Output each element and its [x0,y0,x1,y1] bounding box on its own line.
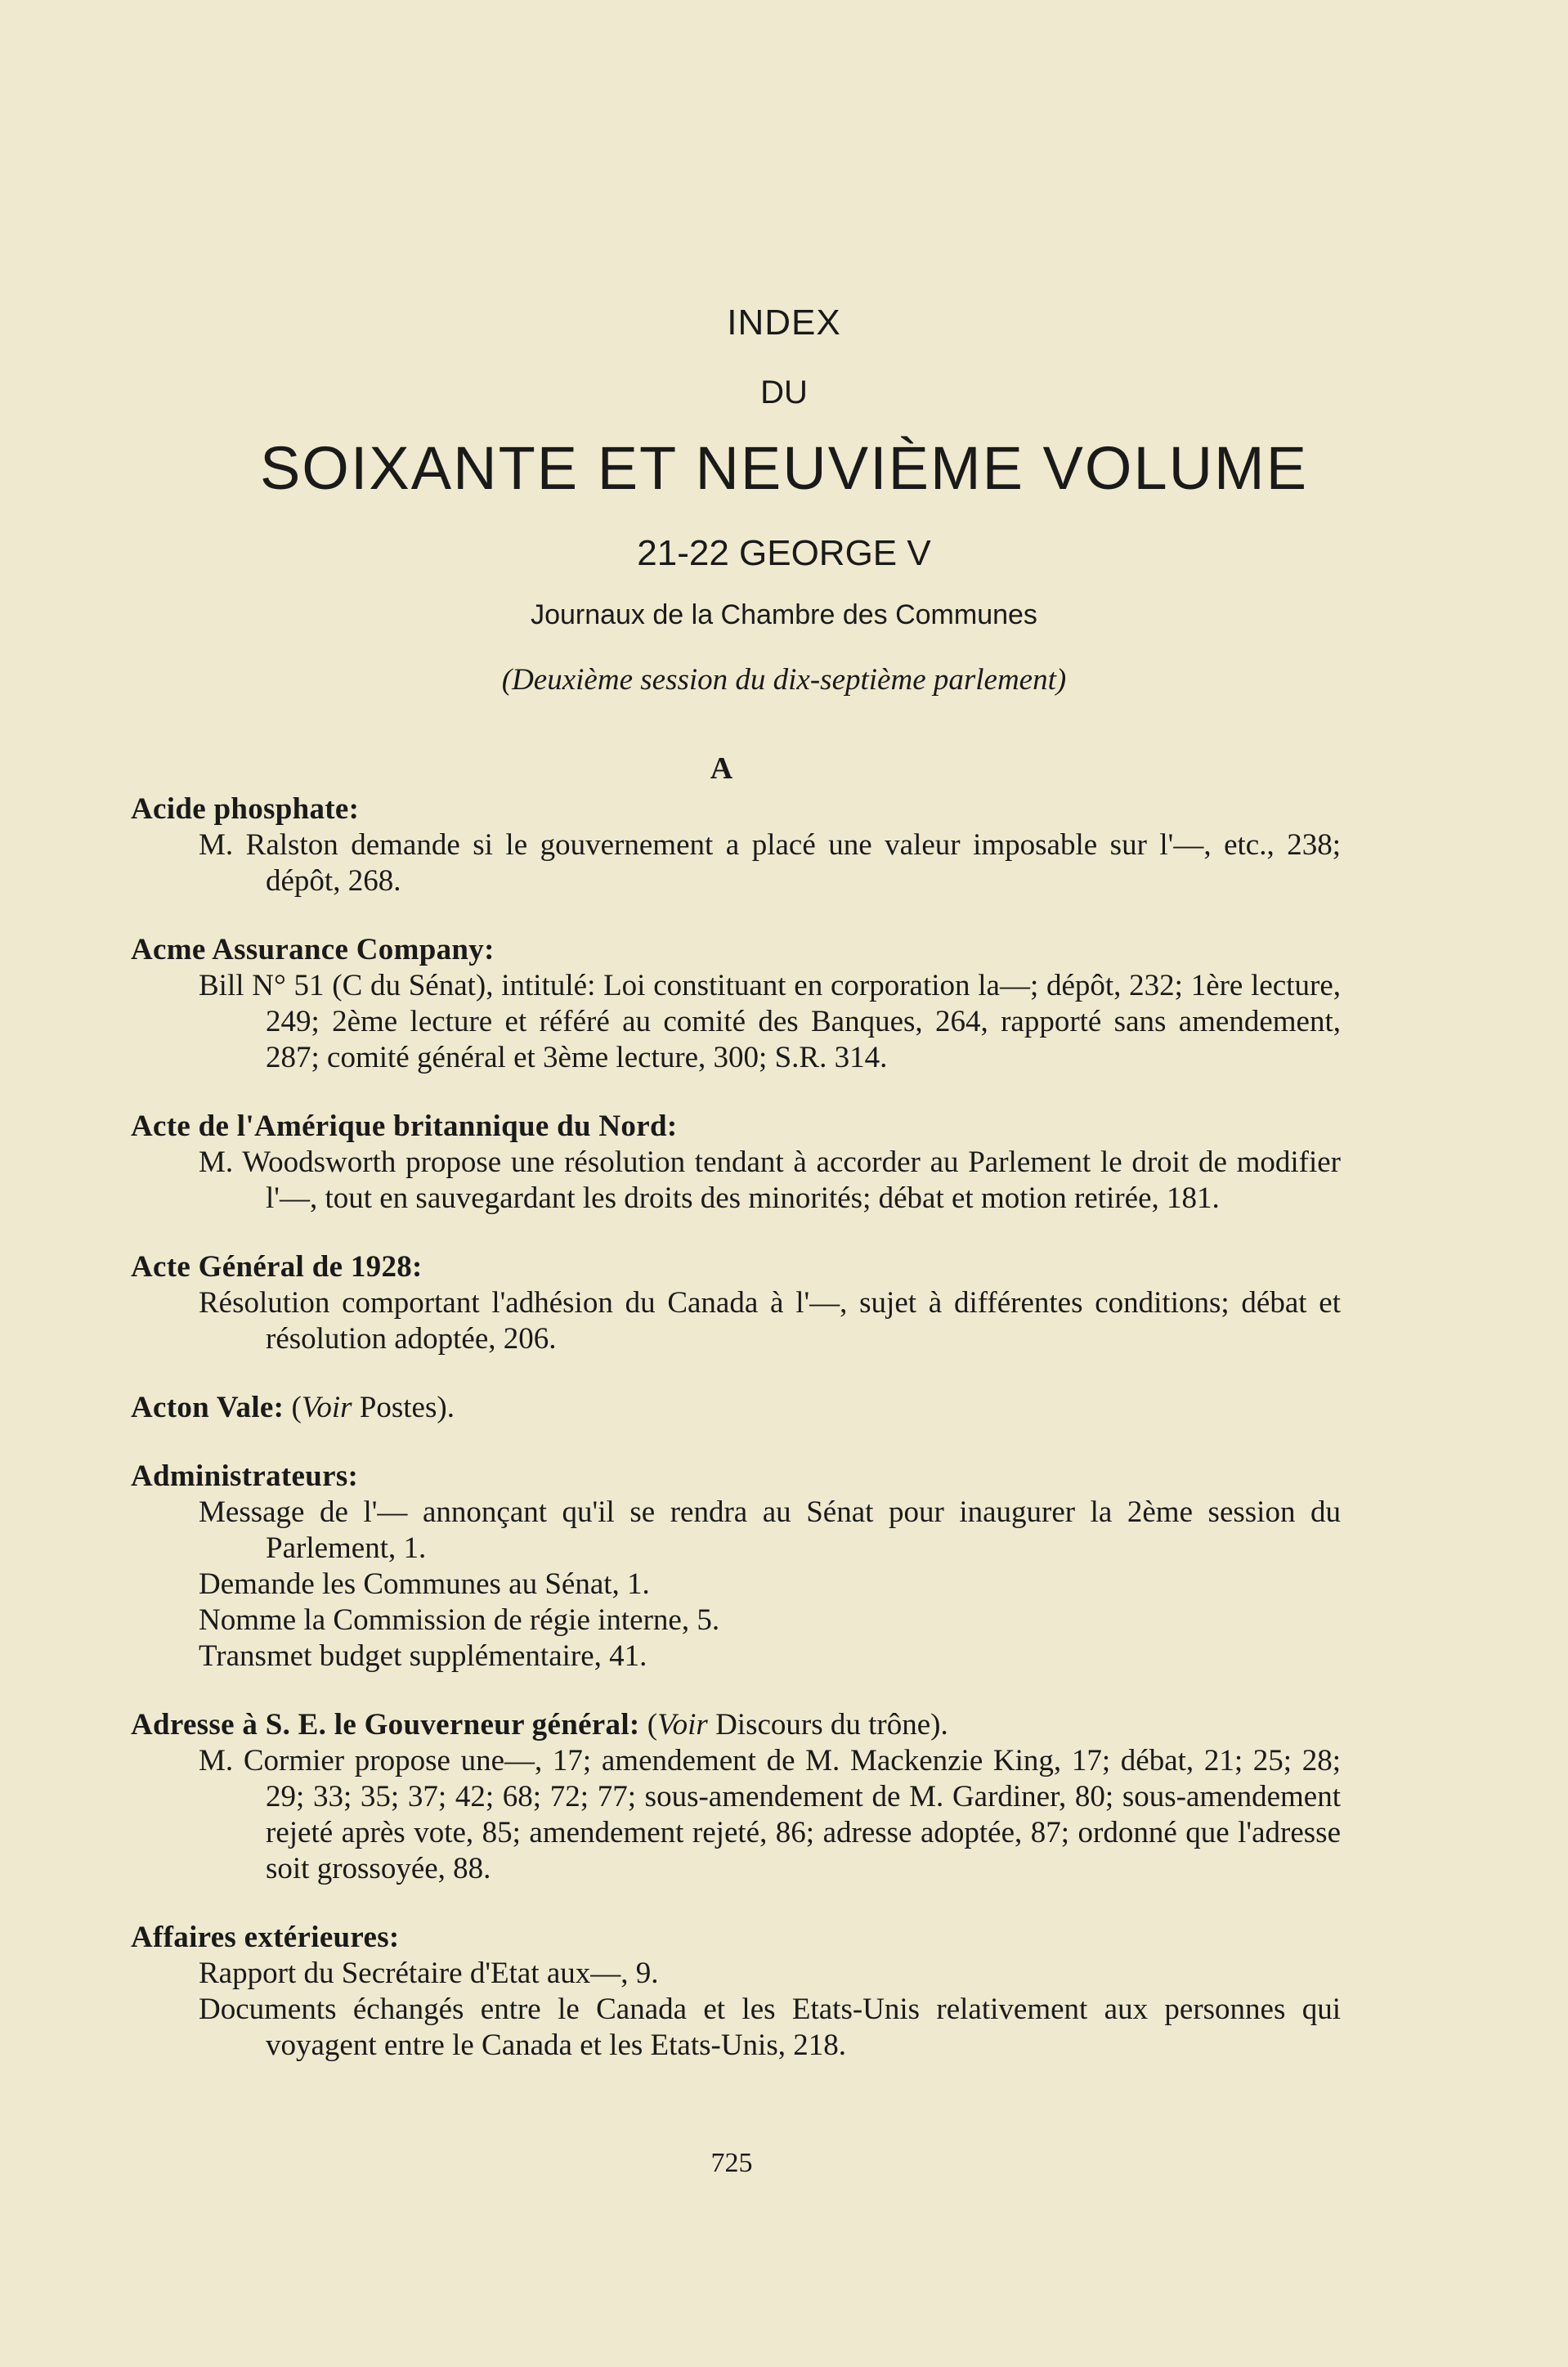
entry-subentry: M. Cormier propose une—, 17; amendement de M. Mackenzie King, 17; débat, 21; 25; 28; 29; 33; 35; 37; 42; 68; 72; 77; sous-amendement de M. Gardiner, 80; sous-amendement rejeté après vote, 85; amendement rejeté, 86; adresse adoptée, 87; ordonné que l'adresse soit grossoyée, 88. [199,1744,1341,1885]
entry-subentry: M. Woodsworth propose une résolution tendant à accorder au Parlement le droit de modifier l'—, tout en sauvegardant les droits des minorités; débat et motion retirée, 181. [199,1145,1341,1215]
note-voir: Voir [301,1391,352,1424]
entry-subentry: Demande les Communes au Sénat, 1. [199,1567,650,1601]
index-connector: DU [760,374,808,410]
entry-note [647,1708,948,1742]
entry-subentry: Transmet budget supplémentaire, 41. [199,1639,647,1673]
entry-subentry: Rapport du Secrétaire d'Etat aux—, 9. [199,1957,659,1990]
entry-subentry: Résolution comportant l'adhésion du Canada à l'—, sujet à différentes conditions; débat et résolution adoptée, 206. [199,1286,1341,1356]
entry-heading: Acme Assurance Company: [131,933,495,966]
entry-subentry: M. Ralston demande si le gouvernement a placé une valeur imposable sur l'—, etc., 238; dépôt, 268. [199,828,1341,898]
reign-subtitle: 21-22 GEORGE V [637,533,931,573]
volume-title: SOIXANTE ET NEUVIÈME VOLUME [259,434,1309,502]
index-entry [131,1920,1341,2064]
index-entry [131,1249,1341,1357]
entry-heading: Acte de l'Amérique britannique du Nord: [131,1110,678,1143]
entry-subentry: Nomme la Commission de régie interne, 5. [199,1603,720,1637]
index-entry [131,932,1341,1076]
page-number: 725 [710,2148,753,2178]
entry-heading: Acide phosphate: [131,792,360,826]
index-entry [131,1459,1341,1674]
index-entry [131,791,1341,899]
session-subtitle: (Deuxième session du dix-septième parlement) [501,663,1067,697]
note-open: ( [647,1708,658,1742]
index-title: INDEX [727,303,841,343]
note-rest: Postes). [352,1391,455,1424]
entry-heading: Acte Général de 1928: [131,1250,423,1284]
index-entries [131,791,1341,2096]
note-voir: Voir [657,1708,708,1742]
entry-heading: Adresse à S. E. le Gouverneur général: [131,1708,640,1742]
entry-note [292,1391,455,1424]
entry-subentry: Message de l'— annonçant qu'il se rendra au Sénat pour inaugurer la 2ème session du Parlement, 1. [199,1495,1341,1565]
index-entry [131,1707,1341,1887]
note-rest: Discours du trône). [707,1708,948,1742]
entry-subentry: Bill N° 51 (C du Sénat), intitulé: Loi constituant en corporation la—; dépôt, 232; 1ère lecture, 249; 2ème lecture et référé au comité des Banques, 264, rapporté sans amendement, 287; comité général et 3ème lecture, 300; S.R. 314. [199,969,1341,1074]
entry-heading: Acton Vale: [131,1391,284,1424]
index-entry [131,1109,1341,1217]
index-entry [131,1390,1341,1426]
journal-subtitle: Journaux de la Chambre des Communes [531,599,1037,630]
entry-subentry: Documents échangés entre le Canada et les Etats-Unis relativement aux personnes qui voyagent entre le Canada et les Etats-Unis, 218. [199,1993,1341,2062]
section-letter: A [710,751,733,786]
entry-heading: Administrateurs: [131,1459,359,1493]
note-open: ( [291,1391,302,1424]
entry-heading: Affaires extérieures: [131,1921,400,1954]
